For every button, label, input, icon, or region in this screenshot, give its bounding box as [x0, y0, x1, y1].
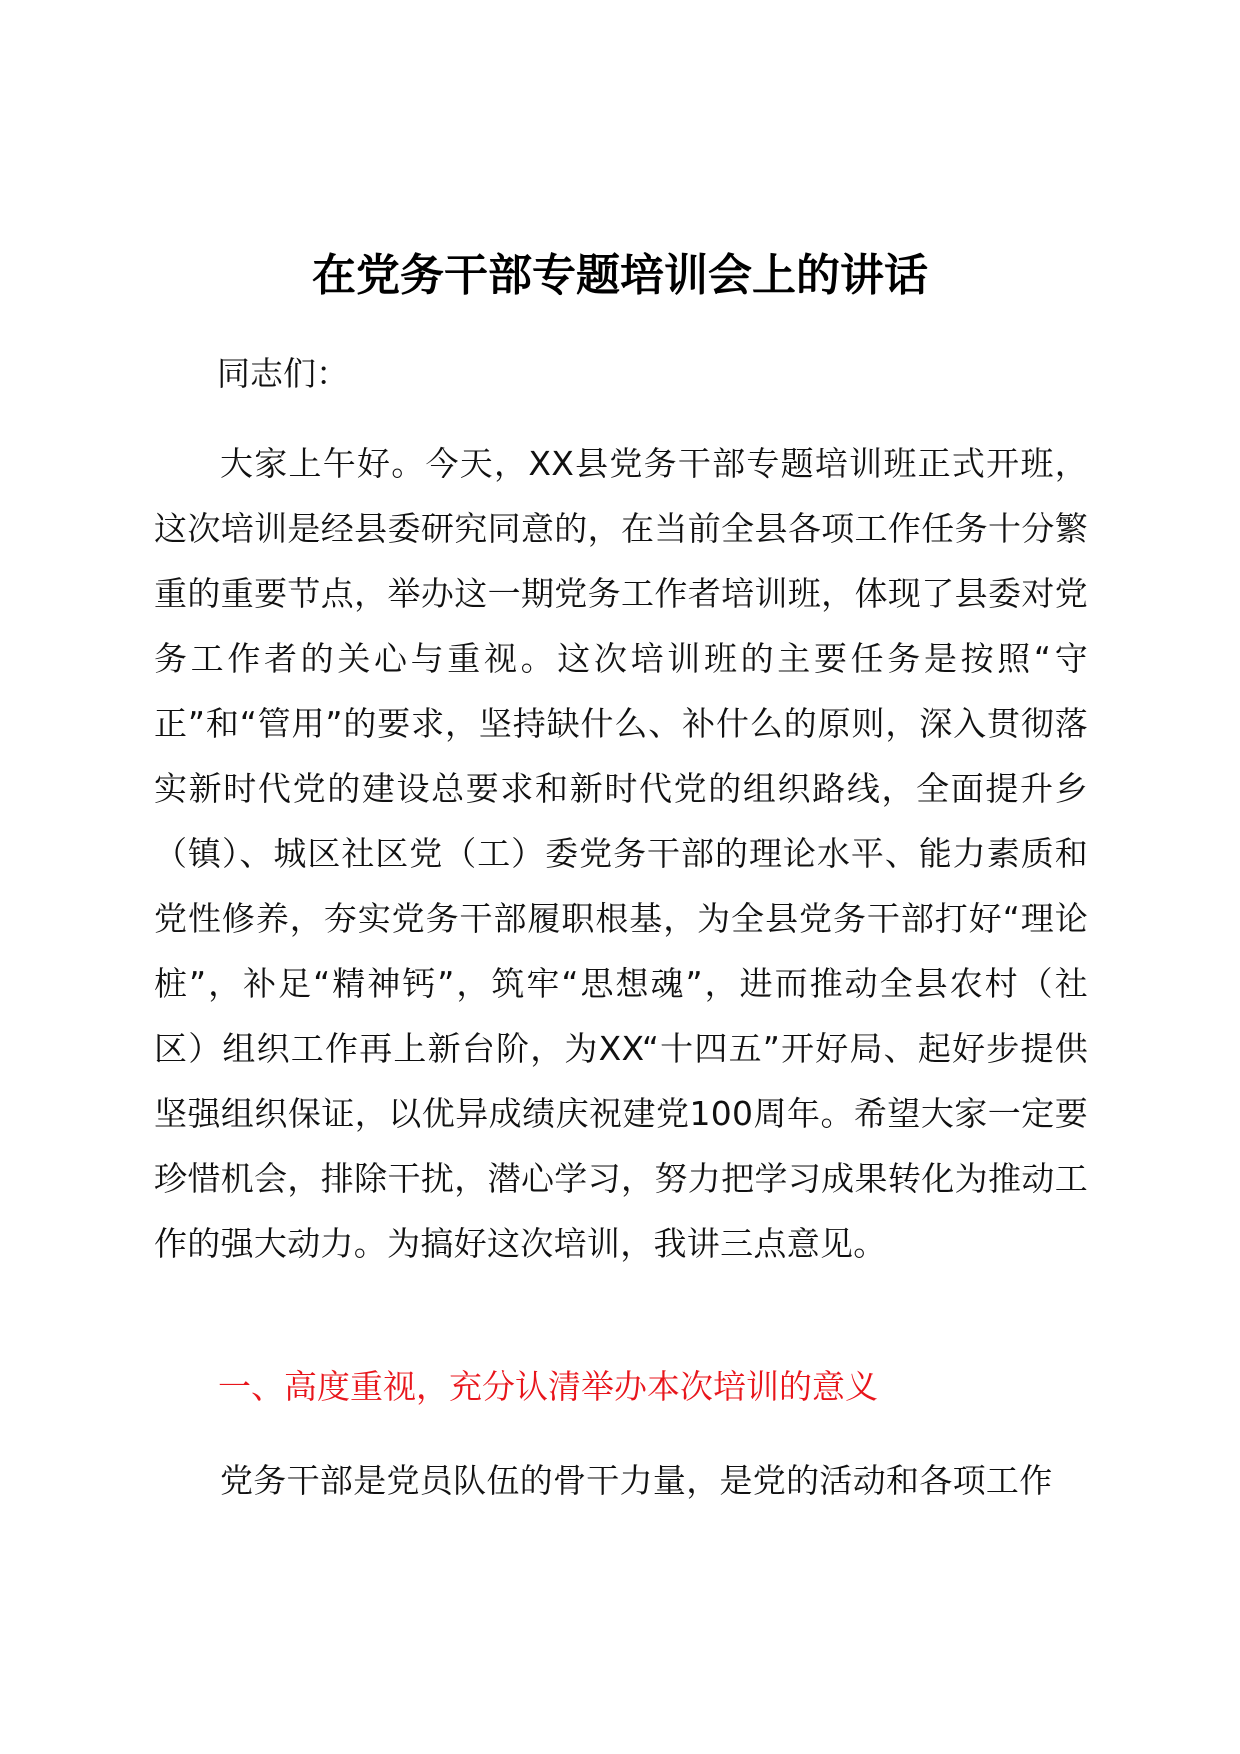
paragraph-section-1: 党务干部是党员队伍的骨干力量，是党的活动和各项工作: [220, 1461, 1053, 1500]
salutation: 同志们：: [217, 354, 349, 393]
section-heading-1: 一、高度重视，充分认清举办本次培训的意义: [218, 1367, 878, 1406]
document-title: 在党务干部专题培训会上的讲话: [312, 250, 928, 301]
paragraph-opening: 大家上午好。今天，XX县党务干部专题培训班正式开班，这次培训是经县委研究同意的，在当前全县各项工作任务十分繁重的重要节点，举办这一期党务工作者培训班，体现了县委对党务工作者的关心与重视。这次培训班的主要任务是按照“守正”和“管用”的要求，坚持缺什么、补什么的原则，深入贯彻落实新时代党的建设总要求和新时代党的组织路线，全面提升乡（镇）、城区社区党（工）委党务干部的理论水平、能力素质和党性修养，夯实党务干部履职根基，为全县党务干部打好“理论桩”，补足“精神钙”，筑牢“思想魂”，进而推动全县农村（社区）组织工作再上新台阶，为XX“十四五”开好局、起好步提供坚强组织保证，以优异成绩庆祝建党100周年。希望大家一定要珍惜机会，排除干扰，潜心学习，努力把学习成果转化为推动工作的强大动力。为搞好这次培训，我讲三点意见。: [154, 444, 1088, 1263]
